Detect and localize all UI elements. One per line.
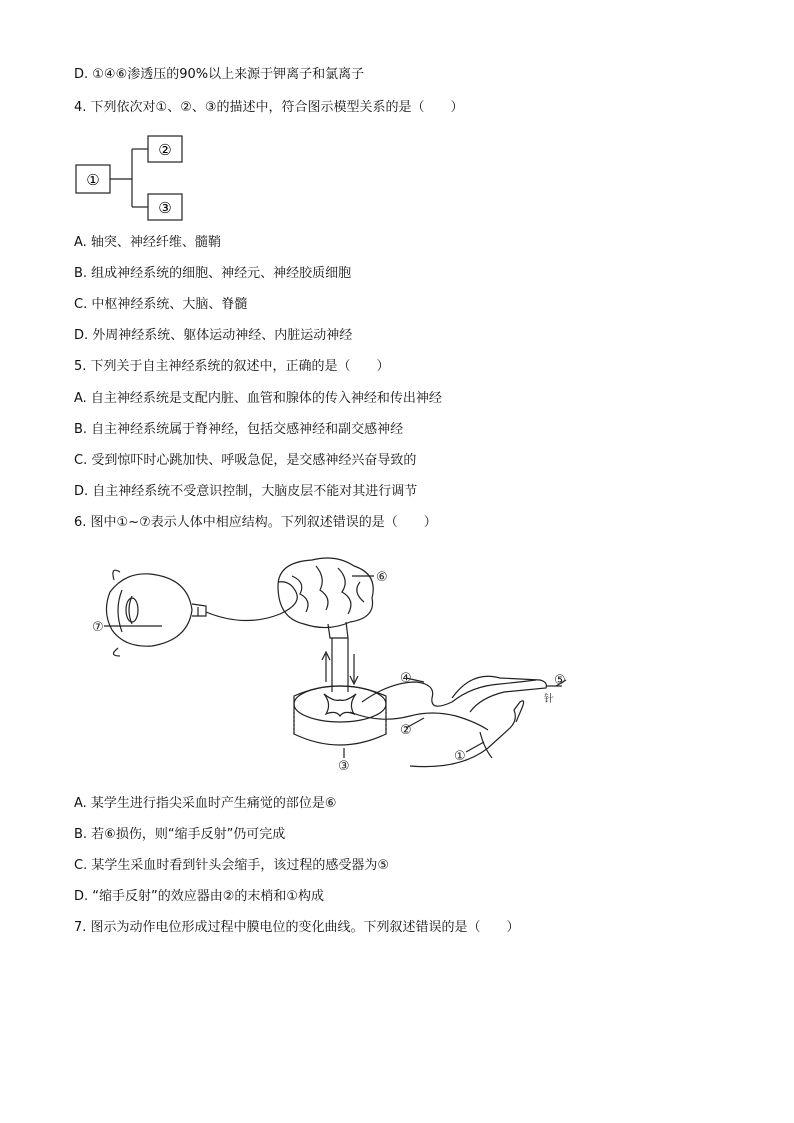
q5-option-d: D. 自主神经系统不受意识控制，大脑皮层不能对其进行调节	[74, 484, 418, 499]
label-4: ④	[400, 671, 412, 686]
q6-stem: 6. 图中①~⑦表示人体中相应结构。下列叙述错误的是（ ）	[74, 515, 437, 530]
q5-option-b: B. 自主神经系统属于脊神经，包括交感神经和副交感神经	[74, 422, 404, 437]
q3-option-d: D. ①④⑥渗透压的90%以上来源于钾离子和氯离子	[74, 67, 365, 82]
q6-option-c: C. 某学生采血时看到针头会缩手，该过程的感受器为⑤	[74, 858, 389, 873]
q4-stem: 4. 下列依次对①、②、③的描述中，符合图示模型关系的是（ ）	[74, 100, 464, 115]
q7-stem: 7. 图示为动作电位形成过程中膜电位的变化曲线。下列叙述错误的是（ ）	[74, 920, 520, 935]
label-7: ⑦	[92, 620, 104, 635]
q5-option-a: A. 自主神经系统是支配内脏、血管和腺体的传入神经和传出神经	[74, 391, 442, 406]
label-3: ③	[338, 759, 350, 774]
q4-option-a: A. 轴突、神经纤维、髓鞘	[74, 235, 221, 250]
q6-option-d: D. “缩手反射”的效应器由②的末梢和①构成	[74, 889, 325, 904]
label-1: ①	[454, 749, 466, 764]
label-6: ⑥	[376, 570, 388, 585]
q4-box-3-label: ③	[158, 199, 172, 217]
q4-box-2-label: ②	[158, 141, 172, 159]
q6-option-a: A. 某学生进行指尖采血时产生痛觉的部位是⑥	[74, 796, 337, 811]
needle-label: 针	[544, 694, 554, 705]
q4-option-d: D. 外周神经系统、躯体运动神经、内脏运动神经	[74, 328, 353, 343]
label-5: ⑤	[554, 673, 566, 688]
brain-illustration	[278, 558, 373, 638]
reflex-arc-diagram	[80, 552, 580, 774]
q6-option-b: B. 若⑥损伤，则“缩手反射”仍可完成	[74, 827, 286, 842]
eye-illustration	[106, 570, 206, 656]
q5-option-c: C. 受到惊吓时心跳加快、呼吸急促，是交感神经兴奋导致的	[74, 453, 417, 468]
q4-option-b: B. 组成神经系统的细胞、神经元、神经胶质细胞	[74, 266, 352, 281]
label-2: ②	[400, 723, 412, 738]
q4-option-c: C. 中枢神经系统、大脑、脊髓	[74, 297, 248, 312]
q4-box-1-label: ①	[86, 171, 100, 189]
q5-stem: 5. 下列关于自主神经系统的叙述中，正确的是（ ）	[74, 359, 390, 374]
q4-box-diagram	[70, 130, 190, 226]
